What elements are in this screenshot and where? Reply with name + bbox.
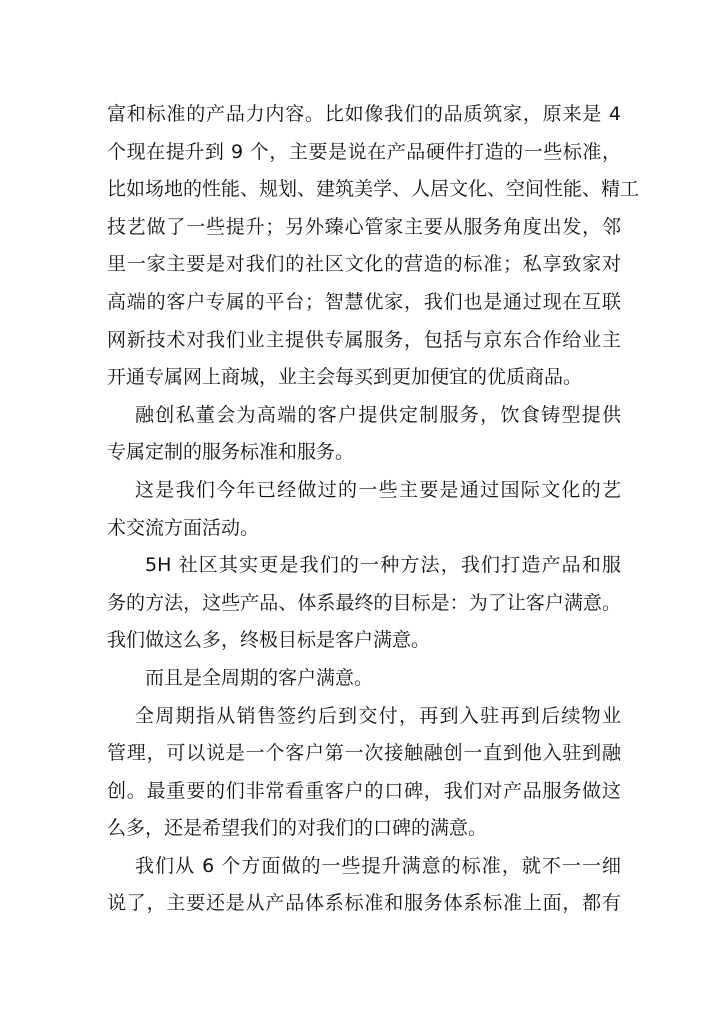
paragraph-first-line: 我们从 6 个方面做的一些提升满意的标准，就不一一细	[135, 854, 621, 877]
text-line: 说了，主要还是从产品体系标准和服务体系标准上面，都有	[107, 892, 621, 915]
text-line: 我们做这么多，终极目标是客户满意。	[107, 629, 431, 652]
text-line: 比如场地的性能、规划、建筑美学、人居文化、空间性能、精工	[107, 178, 640, 201]
paragraph-first-line: 这是我们今年已经做过的一些主要是通过国际文化的艺	[135, 478, 621, 501]
text-line: 技艺做了一些提升；另外臻心管家主要从服务角度出发，邻	[107, 215, 621, 238]
paragraph-first-line: 而且是全周期的客户满意。	[145, 666, 374, 689]
text-line: 网新技术对我们业主提供专属服务，包括与京东合作给业主	[107, 328, 621, 351]
text-line: 个现在提升到 9 个，主要是说在产品硬件打造的一些标准，	[107, 140, 621, 163]
text-line: 高端的客户专属的平台；智慧优家，我们也是通过现在互联	[107, 290, 621, 313]
paragraph-first-line: 融创私董会为高端的客户提供定制服务，饮食铸型提供	[135, 403, 621, 426]
text-line: 里一家主要是对我们的社区文化的营造的标准；私享致家对	[107, 253, 621, 276]
paragraph-first-line: 5H 社区其实更是我们的一种方法，我们打造产品和服	[145, 554, 621, 577]
text-line: 创。最重要的们非常看重客户的口碑，我们对产品服务做这	[107, 779, 621, 802]
text-line: 专属定制的服务标准和服务。	[107, 441, 355, 464]
text-line: 富和标准的产品力内容。比如像我们的品质筑家，原来是 4	[107, 103, 621, 125]
text-line: 么多，还是希望我们的对我们的口碑的满意。	[107, 817, 488, 840]
text-line: 管理，可以说是一个客户第一次接触融创一直到他入驻到融	[107, 742, 621, 765]
body-text	[107, 96, 640, 923]
text-line: 术交流方面活动。	[107, 516, 260, 539]
paragraph-first-line: 全周期指从销售签约后到交付，再到入驻再到后续物业	[135, 704, 621, 727]
text-line: 开通专属网上商城，业主会每买到更加便宜的优质商品。	[107, 366, 583, 389]
text-line: 务的方法，这些产品、体系最终的目标是：为了让客户满意。	[107, 591, 621, 614]
